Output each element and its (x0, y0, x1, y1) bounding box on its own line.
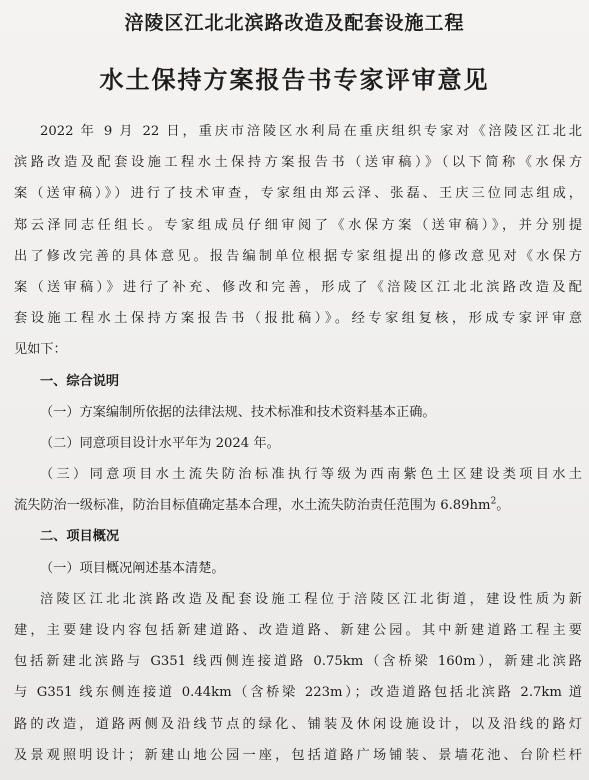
section2-para-line: 路的改造，道路两侧及沿线节点的绿化、铺装及休闲设施设计，以及沿线的路灯 (14, 716, 582, 732)
section2-para-line: 涪陵区江北北滨路改造及配套设施工程位于涪陵区江北街道，建设性质为新 (40, 591, 582, 607)
section2-para-line: 建，主要建设内容包括新建道路、改造道路、新建公园。其中新建道路工程主要 (14, 623, 582, 638)
section1-item3-text: 流失防治一级标准，防治目标值确定基本合理，水土流失防治责任范围为 6.89hm (14, 498, 491, 514)
section2-heading: 二、项目概况 (40, 529, 120, 545)
intro-line: 2022 年 9 月 22 日，重庆市涪陵区水利局在重庆组织专家对《涪陵区江北北 (40, 124, 582, 139)
section1-item3-line: 流失防治一级标准，防治目标值确定基本合理，水土流失防治责任范围为 $6.89hm^2$。 (14, 496, 510, 514)
unit-superscript: 2 (490, 496, 497, 507)
intro-line: 案（送审稿）》）进行了技术审查，专家组由郑云泽、张磊、王庆三位同志组成， (14, 186, 582, 202)
section2-para-line: 及景观照明设计；新建山地公园一座，包括道路广场铺装、景墙花池、台阶栏杆 (14, 747, 582, 763)
section2-subheading: （一）项目概况阐述基本清楚。 (40, 560, 225, 576)
intro-line: 出了修改完善的具体意见。报告编制单位根据专家组提出的修改意见对《水保方 (14, 248, 582, 264)
section2-para-line: 包括新建北滨路与 G351 线西侧连接道路 0.75km（含桥梁 160m），新建北滨路 (14, 654, 582, 670)
section1-item: （一）方案编制所依据的法律法规、技术标准和技术资料基本正确。 (40, 404, 436, 420)
section1-heading: 一、综合说明 (40, 373, 120, 389)
section1-item3-line: （三）同意项目水土流失防治标准执行等级为西南紫色土区建设类项目水土 (40, 467, 582, 483)
intro-line: 滨路改造及配套设施工程水土保持方案报告书（送审稿）》（以下简称《水保方 (14, 155, 582, 171)
document-title-line2: 水土保持方案报告书专家评审意见 (99, 65, 490, 94)
intro-line: 套设施工程水土保持方案报告书（报批稿）》。经专家组复核，形成专家评审意 (14, 311, 582, 327)
intro-line: 案（送审稿）》进行了补充、修改和完善，形成了《涪陵区江北北滨路改造及配 (14, 279, 582, 295)
intro-line: 郑云泽同志任组长。专家组成员仔细审阅了《水保方案（送审稿）》，并分别提 (14, 217, 582, 233)
section2-para-line: 与 G351 线东侧连接道 0.44km（含桥梁 223m）；改造道路包括北滨路 2.7km 道 (14, 685, 582, 701)
section1-item: （二）同意项目设计水平年为 2024 年。 (40, 435, 280, 451)
intro-line: 见如下： (14, 342, 67, 358)
document-title-line1: 涪陵区江北北滨路改造及配套设施工程 (124, 12, 465, 34)
document-body (14, 116, 582, 771)
